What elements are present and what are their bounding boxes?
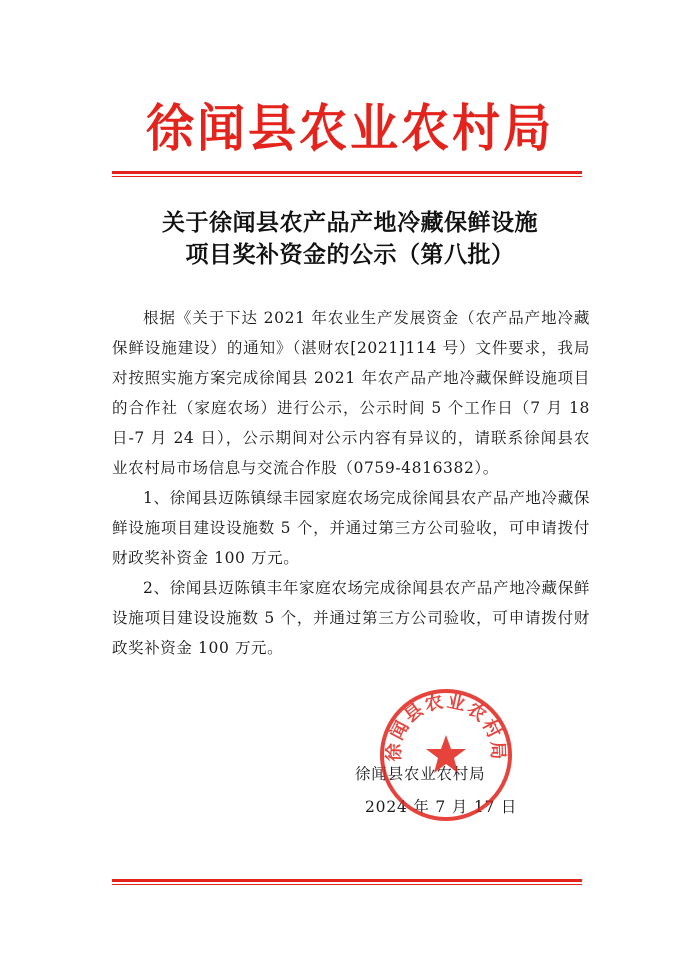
notice-title-line-1: 关于徐闻县农产品产地冷藏保鲜设施 xyxy=(162,210,538,236)
body-paragraph-2: 1、徐闻县迈陈镇绿丰园家庭农场完成徐闻县农产品产地冷藏保鲜设施项目建设设施数 5 个，并通过第三方公司验收，可申请拨付财政奖补资金 100 万元。 xyxy=(112,489,590,567)
notice-title-line-2: 项目奖补资金的公示（第八批） xyxy=(185,242,515,268)
header-red-rule xyxy=(112,171,582,174)
body-paragraph-1: 根据《关于下达 2021 年农业生产发展资金（农产品产地冷藏保鲜设施建设）的通知》（湛财农[2021]114 号）文件要求，我局对按照实施方案完成徐闻县 2021 年农产品产地冷藏保鲜设施项目的合作社（家庭农场）进行公示，公示时间 5 个工作日（7 月 18 日-7 月 24 日），公示期间对公示内容有异议的，请联系徐闻县农业农村局市场信息与交流合作股（0759-4816382）。 xyxy=(112,309,590,477)
masthead-org-name: 徐闻县农业农村局 xyxy=(145,99,554,159)
seal-text: 徐闻县农业农村局 xyxy=(383,690,509,762)
footer-red-rule-thin xyxy=(112,884,582,885)
body-paragraph-3: 2、徐闻县迈陈镇丰年家庭农场完成徐闻县农产品产地冷藏保鲜设施项目建设设施数 5 个，并通过第三方公司验收，可申请拨付财政奖补资金 100 万元。 xyxy=(112,579,590,657)
footer-red-rule xyxy=(112,879,582,882)
notice-body xyxy=(112,303,590,663)
signature-date: 2024 年 7 月 17 日 xyxy=(365,798,518,816)
official-seal xyxy=(378,687,514,823)
signature-org: 徐闻县农业农村局 xyxy=(355,765,486,783)
header-red-rule-thin xyxy=(112,176,582,177)
star-icon xyxy=(426,735,466,773)
